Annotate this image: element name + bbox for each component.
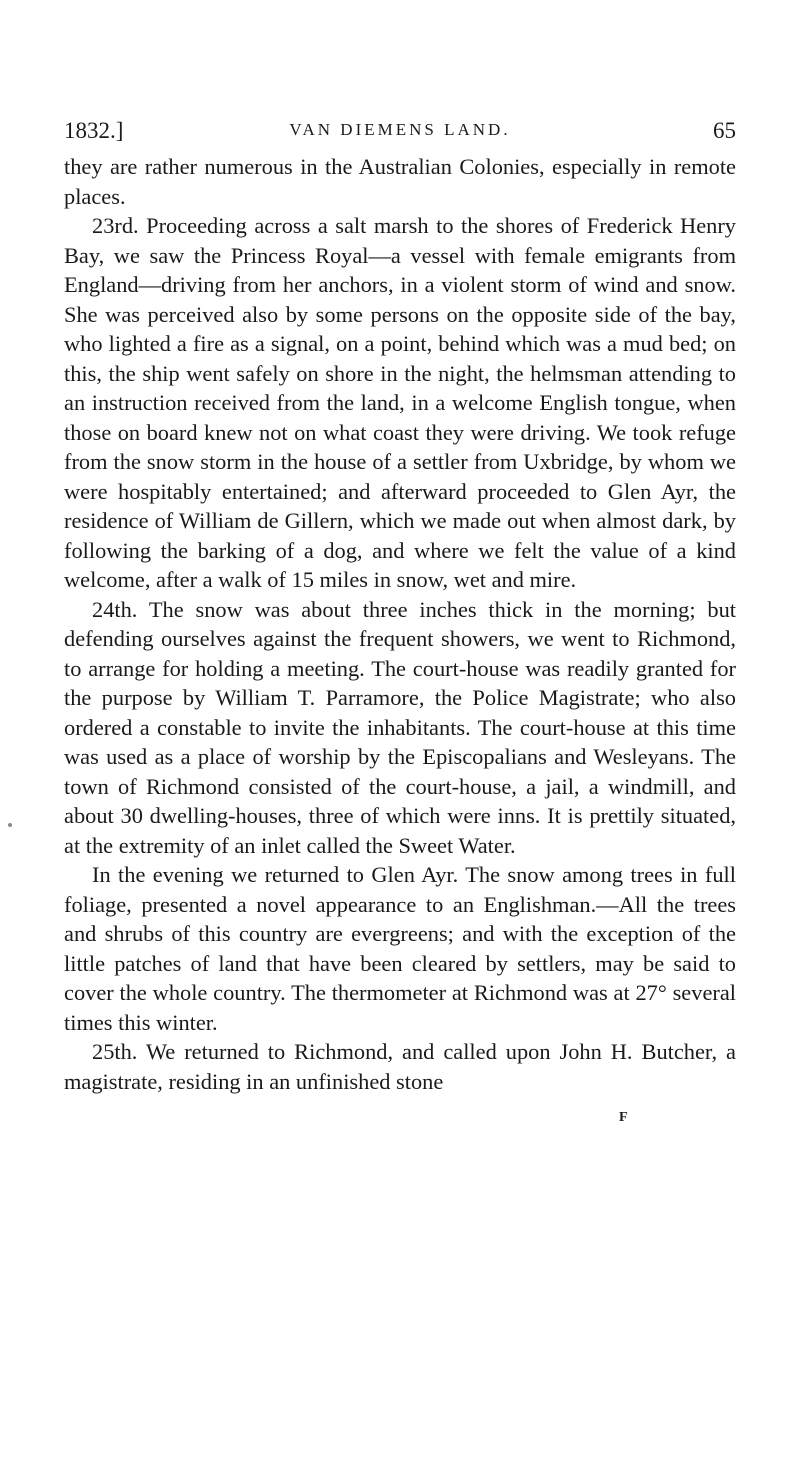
paragraph-continuation: they are rather numerous in the Australian Colonies, especially in remote places.: [64, 154, 736, 209]
running-header: [64, 112, 736, 152]
book-page: [64, 112, 736, 1136]
paragraph-25th: 25th. We returned to Richmond, and called upon John H. Butcher, a magistrate, residing in an unfinished stone: [64, 1039, 736, 1094]
signature-letter: F: [619, 1110, 628, 1125]
running-title: VAN DIEMENS LAND.: [289, 120, 511, 139]
header-year: 1832.]: [64, 118, 124, 143]
paragraph-23rd: 23rd. Proceeding across a salt marsh to the shores of Frederick Henry Bay, we saw the Princess Royal—a vessel with female emigrants from England—driving from her anchors, in a violent storm of wind and snow. She was perceived also by some persons on the opposite side of the bay, who lighted a fire as a signal, on a point, behind which was a mud bed; on this, the ship went safely on shore in the night, the helmsman attending to an instruction received from the land, in a welcome English tongue, when those on board knew not on what coast they were driving. We took refuge from the snow storm in the house of a settler from Uxbridge, by whom we were hospitably entertained; and afterward proceeded to Glen Ayr, the residence of William de Gillern, which we made out when almost dark, by following the barking of a dog, and where we felt the value of a kind welcome, after a walk of 15 miles in snow, wet and mire.: [64, 213, 736, 592]
margin-speck: [8, 823, 12, 827]
paragraph-24th: 24th. The snow was about three inches thick in the morning; but defending ourselves against the frequent showers, we went to Richmond, to arrange for holding a meeting. The court-house was readily granted for the purpose by William T. Parramore, the Police Magistrate; who also ordered a constable to invite the inhabitants. The court-house at this time was used as a place of worship by the Episcopalians and Wesleyans. The town of Richmond consisted of the court-house, a jail, a windmill, and about 30 dwelling-houses, three of which were inns. It is prettily situated, at the extremity of an inlet called the Sweet Water.: [64, 596, 736, 858]
page-body: [64, 152, 736, 1096]
paragraph-evening: In the evening we returned to Glen Ayr. The snow among trees in full foliage, presented a novel appearance to an Englishman.—All the trees and shrubs of this country are evergreens; and with the exception of the little patches of land that have been cleared by settlers, may be said to cover the whole country. The thermometer at Richmond was at 27° several times this winter.: [64, 862, 736, 1035]
page-number: 65: [713, 118, 736, 143]
signature-mark: [64, 1096, 736, 1136]
